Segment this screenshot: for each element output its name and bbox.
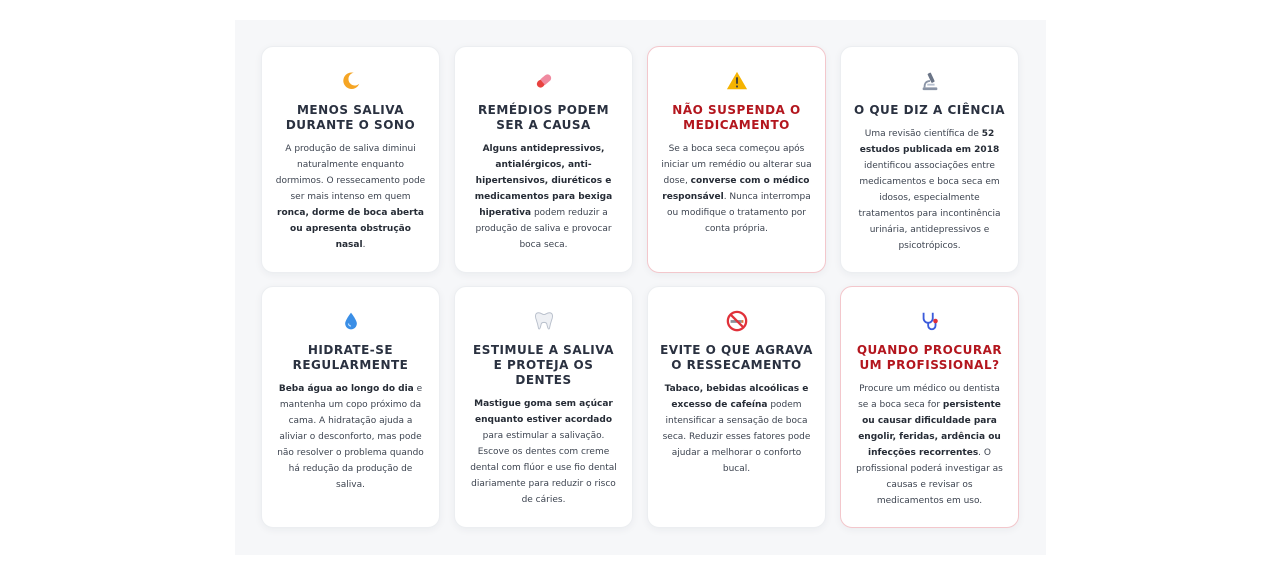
card-text-bold: Beba água ao longo do dia — [278, 384, 414, 394]
card-title: NÃO SUSPENDA O MEDICAMENTO — [672, 103, 801, 132]
pill-icon — [467, 67, 620, 93]
card-text-segment: podem intensificar a sensação de boca seca. Reduzir esses fatores pode ajudar a melhorar o conforto bucal. — [662, 400, 811, 474]
card-text-bold: Tabaco, bebidas alcoólicas e excesso de cafeína — [664, 384, 809, 410]
card-title: O QUE DIZ A CIÊNCIA — [853, 103, 1006, 117]
card-title: EVITE O QUE AGRAVA O RESSECAMENTO — [660, 343, 813, 372]
microscope-icon — [853, 67, 1006, 93]
card-text-bold: Alguns antidepressivos, antialérgicos, anti-hipertensivos, diuréticos e medicamentos para bexiga hiperativa — [474, 144, 613, 218]
card-text-segment: Procure um médico ou dentista se a boca seca for — [858, 384, 1000, 410]
no-smoking-icon — [660, 307, 813, 333]
card-text-segment: e mantenha um copo próximo da cama. A hidratação ajuda a aliviar o desconforto, mas pode não resolver o problema quando há redução da produção de saliva. — [277, 384, 424, 490]
card-text-segment: para estimular a salivação. Escove os dentes com creme dental com flúor e use fio dental diariamente para reduzir o risco de cáries. — [470, 431, 617, 505]
card-text — [467, 141, 620, 253]
card-text-segment: . — [362, 240, 366, 250]
tip-card — [454, 46, 633, 273]
tip-card — [454, 286, 633, 528]
card-text — [467, 396, 620, 508]
tips-grid — [261, 46, 1019, 528]
stethoscope-icon — [853, 307, 1006, 333]
card-text — [853, 126, 1006, 254]
tooth-icon — [467, 307, 620, 333]
card-text-segment: . Nunca interrompa ou modifique o tratamento por conta própria. — [666, 192, 811, 234]
card-text-bold: converse com o médico responsável — [662, 176, 810, 202]
card-text-segment: identificou associações entre medicamentos e boca seca em idosos, especialmente tratamentos para incontinência urinária, antidepressivos e psicotrópicos. — [858, 161, 1001, 251]
tip-card — [840, 286, 1019, 528]
warning-icon — [660, 67, 813, 93]
card-text-bold: ronca, dorme de boca aberta ou apresenta obstrução nasal — [277, 208, 424, 250]
content-panel — [235, 20, 1046, 555]
card-text — [274, 141, 427, 253]
tip-card — [261, 46, 440, 273]
card-title: HIDRATE-SE REGULARMENTE — [292, 343, 409, 372]
card-text-bold: 52 estudos publicada em 2018 — [859, 129, 1000, 155]
card-title: REMÉDIOS PODEM SER A CAUSA — [477, 103, 610, 132]
card-text-segment: Uma revisão científica de — [864, 129, 982, 139]
tip-card — [647, 286, 826, 528]
card-text-segment: podem reduzir a produção de saliva e provocar boca seca. — [475, 208, 612, 250]
card-text-bold: Mastigue goma sem açúcar enquanto estiver acordado — [474, 399, 613, 425]
crescent-moon-icon — [274, 67, 427, 93]
tip-card — [261, 286, 440, 528]
card-title: ESTIMULE A SALIVA E PROTEJA OS DENTES — [473, 343, 614, 387]
card-title: QUANDO PROCURAR UM PROFISSIONAL? — [856, 343, 1003, 372]
card-text-bold: persistente ou causar dificuldade para engolir, feridas, ardência ou infecções recorrentes — [858, 400, 1001, 458]
card-text-segment: A produção de saliva diminui naturalmente enquanto dormimos. O ressecamento pode ser mais intenso em quem — [275, 144, 426, 202]
card-title: MENOS SALIVA DURANTE O SONO — [285, 103, 416, 132]
tip-card — [840, 46, 1019, 273]
card-text — [660, 141, 813, 237]
tip-card — [647, 46, 826, 273]
card-text-segment: . O profissional poderá investigar as causas e revisar os medicamentos em uso. — [856, 448, 1003, 506]
card-text — [853, 381, 1006, 509]
water-drop-icon — [274, 307, 427, 333]
card-text — [274, 381, 427, 493]
card-text — [660, 381, 813, 477]
card-text-segment: Se a boca seca começou após iniciar um remédio ou alterar sua dose, — [661, 144, 812, 186]
